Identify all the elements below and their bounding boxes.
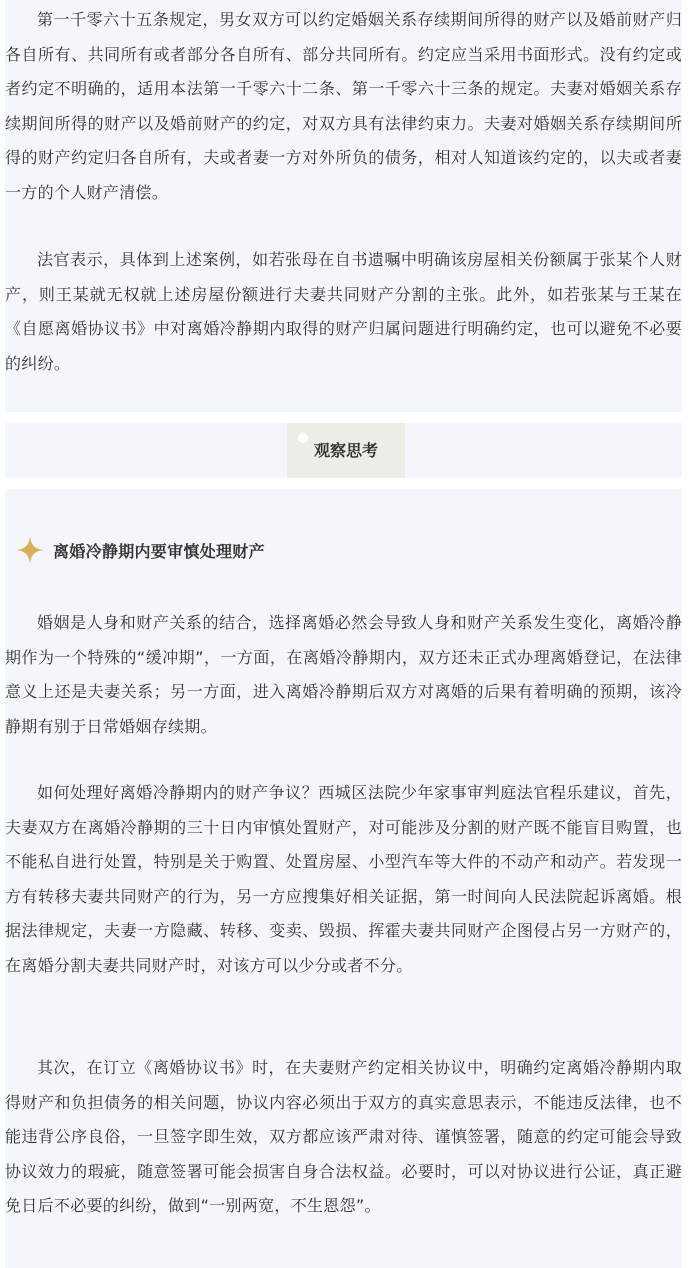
- section-header-panel: [5, 423, 682, 478]
- four-point-star-icon: [15, 535, 45, 565]
- section-tab: [287, 423, 405, 478]
- article-paragraph: 第一千零六十五条规定，男女双方可以约定婚姻关系存续期间所得的财产以及婚前财产归各自所有、共同所有或者部分各自所有、部分共同所有。约定应当采用书面形式。没有约定或者约定不明确的，适用本法第一千零六十二条、第一千零六十三条的规定。夫妻对婚姻关系存续期间所得的财产以及婚前财产的约定，对双方具有法律约束力。夫妻对婚姻关系存续期间所得的财产约定归各自所有，夫或者妻一方对外所负的债务，相对人知道该约定的，以夫或者妻一方的个人财产清偿。: [5, 10, 682, 202]
- article-main-panel: [5, 489, 682, 1268]
- subsection-header: [15, 533, 265, 567]
- article-paragraph: 婚姻是人身和财产关系的结合，选择离婚必然会导致人身和财产关系发生变化，离婚冷静期作为一个特殊的“缓冲期”，一方面，在离婚冷静期内，双方还未正式办理离婚登记，在法律意义上还是夫妻关系；另一方面，进入离婚冷静期后双方对离婚的后果有着明确的预期，该冷静期有别于日常婚姻存续期。: [5, 613, 682, 736]
- article-top-panel: [5, 0, 682, 412]
- article-paragraph: 其次，在订立《离婚协议书》时，在夫妻财产约定相关协议中，明确约定离婚冷静期内取得财产和负担债务的相关问题，协议内容必须出于双方的真实意思表示，不能违反法律，也不能违背公序良俗，一旦签字即生效，双方都应该严肃对待、谨慎签署，随意的约定可能会导致协议效力的瑕疵，随意签署可能会损害自身合法权益。必要时，可以对协议进行公证，真正避免日后不必要的纠纷，做到“一别两宽，不生恩怨”。: [5, 1058, 682, 1216]
- article-paragraph: 法官表示，具体到上述案例，如若张母在自书遗嘱中明确该房屋相关份额属于张某个人财产，则王某就无权就上述房屋份额进行夫妻共同财产分割的主张。此外，如若张某与王某在《自愿离婚协议书》中对离婚冷静期内取得的财产归属问题进行明确约定，也可以避免不必要的纠纷。: [5, 250, 682, 373]
- article-paragraph: 如何处理好离婚冷静期内的财产争议？西城区法院少年家事审判庭法官程乐建议，首先，夫妻双方在离婚冷静期的三十日内审慎处置财产，对可能涉及分割的财产既不能盲目购置，也不能私自进行处置，特别是关于购置、处置房屋、小型汽车等大件的不动产和动产。若发现一方有转移夫妻共同财产的行为，另一方应搜集好相关证据，第一时间向人民法院起诉离婚。根据法律规定，夫妻一方隐藏、转移、变卖、毁损、挥霍夫妻共同财产企图侵占另一方财产的，在离婚分割夫妻共同财产时，对该方可以少分或者不分。: [5, 783, 682, 975]
- section-title: 观察思考: [313, 441, 378, 460]
- subsection-title: 离婚冷静期内要审慎处理财产: [53, 541, 265, 561]
